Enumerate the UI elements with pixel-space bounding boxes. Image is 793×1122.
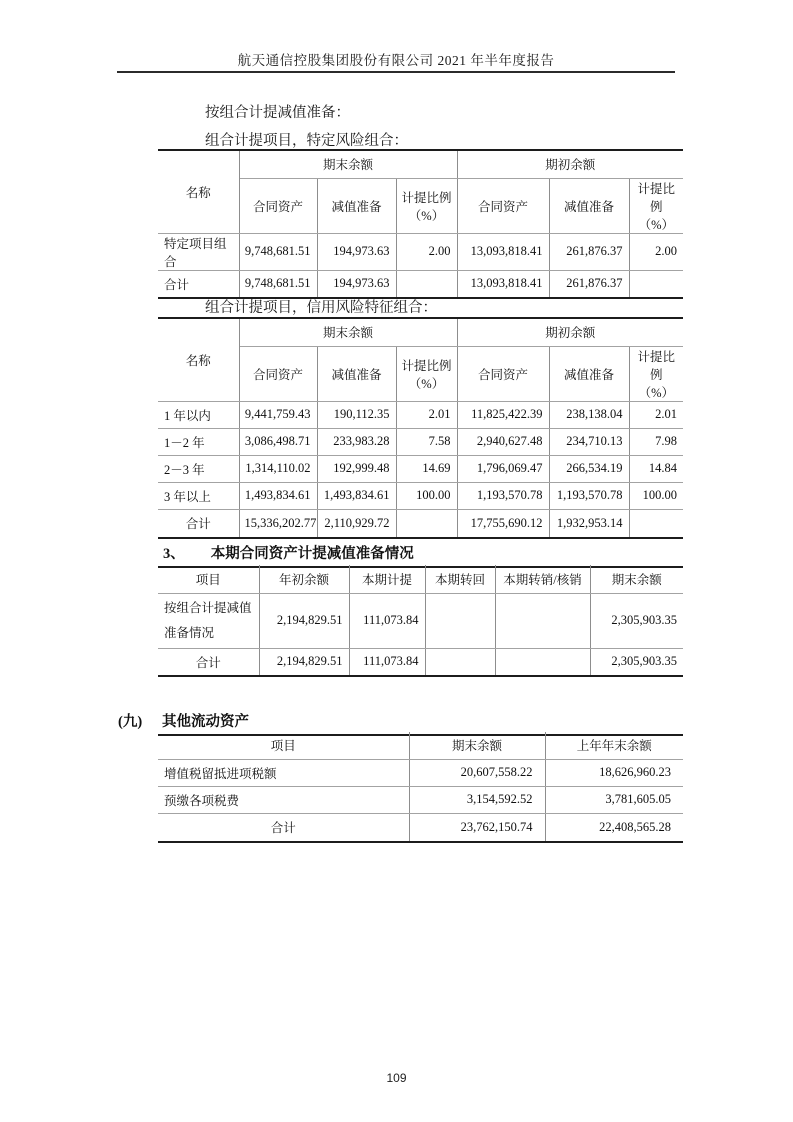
table-header-row [158,732,683,759]
value-cell: 1,796,069.47 [457,455,549,482]
page-number: 109 [386,1071,407,1085]
value-cell: 7.98 [629,428,683,455]
row-label: 1－2 年 [158,428,239,455]
value-cell: 194,973.63 [317,233,396,270]
value-cell: 1,193,570.78 [457,482,549,509]
section9-title: 其他流动资产 [162,714,249,730]
value-cell: 17,755,690.12 [457,509,549,537]
value-cell: 2.01 [396,401,457,428]
row-label: 合计 [158,648,259,675]
value-cell: 3,154,592.52 [409,786,545,813]
section9-number: (九) [118,714,143,730]
value-cell: 1,493,834.61 [317,482,396,509]
page-header-title: 航天通信控股集团股份有限公司 2021 年半年度报告 [237,53,555,68]
value-cell: 9,748,681.51 [239,270,317,297]
value-cell: 111,073.84 [349,593,425,648]
header-cell: 本期计提 [349,565,425,593]
table-row [158,593,683,648]
value-cell [396,509,457,537]
section3-number: 3、 [163,546,185,562]
value-cell: 18,626,960.23 [545,759,683,786]
row-label: 合计 [158,270,239,297]
value-cell: 2.00 [629,233,683,270]
value-cell: 3,086,498.71 [239,428,317,455]
value-cell: 9,748,681.51 [239,233,317,270]
value-cell: 2.01 [629,401,683,428]
subheader-ratio [396,178,457,233]
header-cell: 项目 [158,565,259,593]
header-cell-name: 名称 [158,319,239,401]
header-cell-period-end: 期末余额 [239,319,457,346]
value-cell: 2,305,903.35 [590,593,683,648]
header-rule [117,71,675,73]
header-cell: 本期转销/核销 [495,565,590,593]
value-cell: 233,983.28 [317,428,396,455]
value-cell: 1,314,110.02 [239,455,317,482]
paragraph-specific-risk-portfolio: 组合计提项目，特定风险组合： [205,133,408,149]
table-header-row [158,565,683,593]
header-cell-period-end: 期末余额 [239,151,457,178]
header-cell-period-begin: 期初余额 [457,151,683,178]
value-cell: 234,710.13 [549,428,629,455]
subheader-contract-asset: 合同资产 [239,178,317,233]
value-cell: 1,493,834.61 [239,482,317,509]
paragraph-provision-by-portfolio: 按组合计提减值准备： [205,105,350,121]
ratio-label-line2: （%） [638,217,674,232]
header-cell: 项目 [158,732,409,759]
value-cell: 100.00 [396,482,457,509]
table-provision-summary [158,565,683,677]
subheader-ratio [629,178,683,233]
subheader-contract-asset: 合同资产 [457,346,549,401]
header-cell-name: 名称 [158,151,239,233]
value-cell: 266,534.19 [549,455,629,482]
ratio-label-line2: （%） [408,208,445,223]
value-cell: 13,093,818.41 [457,233,549,270]
paragraph-credit-risk-portfolio: 组合计提项目，信用风险特征组合： [205,300,437,316]
row-label: 合计 [158,813,409,841]
table-credit-risk-portfolio [158,317,683,539]
value-cell: 261,876.37 [549,233,629,270]
table-total-row [158,509,683,537]
ratio-label-line1: 计提比例 [401,190,452,205]
header-cell: 期末余额 [409,732,545,759]
header-cell: 上年年末余额 [545,732,683,759]
header-cell-period-begin: 期初余额 [457,319,683,346]
table-row [158,482,683,509]
value-cell: 13,093,818.41 [457,270,549,297]
subheader-ratio [396,346,457,401]
value-cell: 238,138.04 [549,401,629,428]
value-cell: 111,073.84 [349,648,425,675]
row-label: 合计 [158,509,239,537]
value-cell: 9,441,759.43 [239,401,317,428]
table-total-row [158,813,683,841]
value-cell: 2,194,829.51 [259,593,349,648]
value-cell: 15,336,202.77 [239,509,317,537]
row-label: 预缴各项税费 [158,786,409,813]
table-header-row [158,319,683,346]
ratio-label-line1: 计提比例 [637,181,676,214]
ratio-label-line1: 计提比例 [401,358,452,373]
value-cell: 1,193,570.78 [549,482,629,509]
value-cell: 2.00 [396,233,457,270]
value-cell: 100.00 [629,482,683,509]
header-cell: 本期转回 [425,565,495,593]
table-specific-risk-portfolio [158,149,683,299]
value-cell: 2,940,627.48 [457,428,549,455]
value-cell: 194,973.63 [317,270,396,297]
row-label: 按组合计提减值准备情况 [158,593,259,648]
value-cell: 3,781,605.05 [545,786,683,813]
value-cell: 1,932,953.14 [549,509,629,537]
ratio-label-line2: （%） [408,376,445,391]
table-row [158,233,683,270]
table-row [158,786,683,813]
value-cell [495,593,590,648]
table-row [158,759,683,786]
row-label: 增值税留抵进项税额 [158,759,409,786]
header-cell: 期末余额 [590,565,683,593]
value-cell [629,270,683,297]
ratio-label-line2: （%） [638,385,674,400]
value-cell [396,270,457,297]
value-cell: 23,762,150.74 [409,813,545,841]
subheader-impairment: 减值准备 [317,346,396,401]
value-cell: 7.58 [396,428,457,455]
value-cell: 2,110,929.72 [317,509,396,537]
value-cell: 190,112.35 [317,401,396,428]
table-total-row [158,648,683,675]
table-row [158,455,683,482]
table-header-row [158,151,683,178]
row-label: 3 年以上 [158,482,239,509]
row-label: 2－3 年 [158,455,239,482]
value-cell [629,509,683,537]
value-cell: 11,825,422.39 [457,401,549,428]
value-cell: 192,999.48 [317,455,396,482]
value-cell: 14.69 [396,455,457,482]
table-row [158,428,683,455]
table-row [158,401,683,428]
subheader-ratio [629,346,683,401]
value-cell [495,648,590,675]
subheader-contract-asset: 合同资产 [457,178,549,233]
value-cell: 2,305,903.35 [590,648,683,675]
value-cell: 261,876.37 [549,270,629,297]
row-label: 1 年以内 [158,401,239,428]
subheader-impairment: 减值准备 [317,178,396,233]
value-cell: 20,607,558.22 [409,759,545,786]
table-total-row [158,270,683,297]
ratio-label-line1: 计提比例 [637,349,676,382]
section3-title: 本期合同资产计提减值准备情况 [210,546,414,562]
subheader-impairment: 减值准备 [549,346,629,401]
row-label: 特定项目组合 [158,233,239,270]
subheader-impairment: 减值准备 [549,178,629,233]
subheader-contract-asset: 合同资产 [239,346,317,401]
table-other-current-assets [158,732,683,843]
value-cell: 2,194,829.51 [259,648,349,675]
value-cell [425,648,495,675]
header-cell: 年初余额 [259,565,349,593]
value-cell [425,593,495,648]
value-cell: 14.84 [629,455,683,482]
value-cell: 22,408,565.28 [545,813,683,841]
